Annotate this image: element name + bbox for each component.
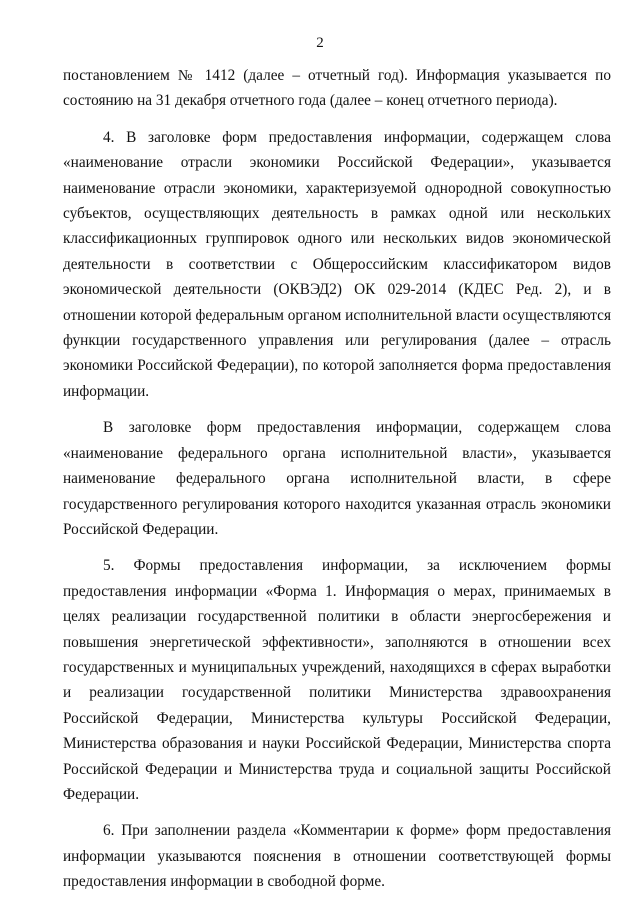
paragraph-federal-body-heading: В заголовке форм предоставления информации, содержащем слова «наименование федерального органа исполнительной власти», указывается наименование федерального органа исполнительной власти, в сфере государственного регулирования которого находится указанная отрасль экономики Российской Федерации.: [63, 419, 611, 538]
document-body: [63, 63, 611, 895]
paragraph-item-4: 4. В заголовке форм предоставления информации, содержащем слова «наименование отрасли экономики Российской Федерации», указывается наименование отрасли экономики, характеризуемой однородной совокупностью субъектов, осуществляющих деятельность в рамках одной или нескольких классификационных группировок одного или нескольких видов экономической деятельности в соответствии с Общероссийским классификатором видов экономической деятельности (ОКВЭД2) ОК 029-2014 (КДЕС Ред. 2), и в отношении которой федеральным органом исполнительной власти осуществляются функции государственного управления или регулирования (далее – отрасль экономики Российской Федерации), по которой заполняется форма предоставления информации.: [63, 128, 611, 400]
page-number: 2: [316, 35, 324, 51]
paragraph-item-6: 6. При заполнении раздела «Комментарии к форме» форм предоставления информации указываются пояснения в отношении соответствующей формы предоставления информации в свободной форме.: [63, 822, 611, 891]
paragraph-item-5: 5. Формы предоставления информации, за исключением формы предоставления информации «Форма 1. Информация о мерах, принимаемых в целях реализации государственной политики в области энергосбережения и повышения энергетической эффективности», заполняются в отношении всех государственных и муниципальных учреждений, находящихся в сферах выработки и реализации государственной политики Министерства здравоохранения Российской Федерации, Министерства культуры Российской Федерации, Министерства образования и науки Российской Федерации, Министерства спорта Российской Федерации и Министерства труда и социальной защиты Российской Федерации.: [63, 557, 611, 803]
paragraph-continuation: постановлением № 1412 (далее – отчетный год). Информация указывается по состоянию на 31 декабря отчетного года (далее – конец отчетного периода).: [63, 67, 611, 110]
